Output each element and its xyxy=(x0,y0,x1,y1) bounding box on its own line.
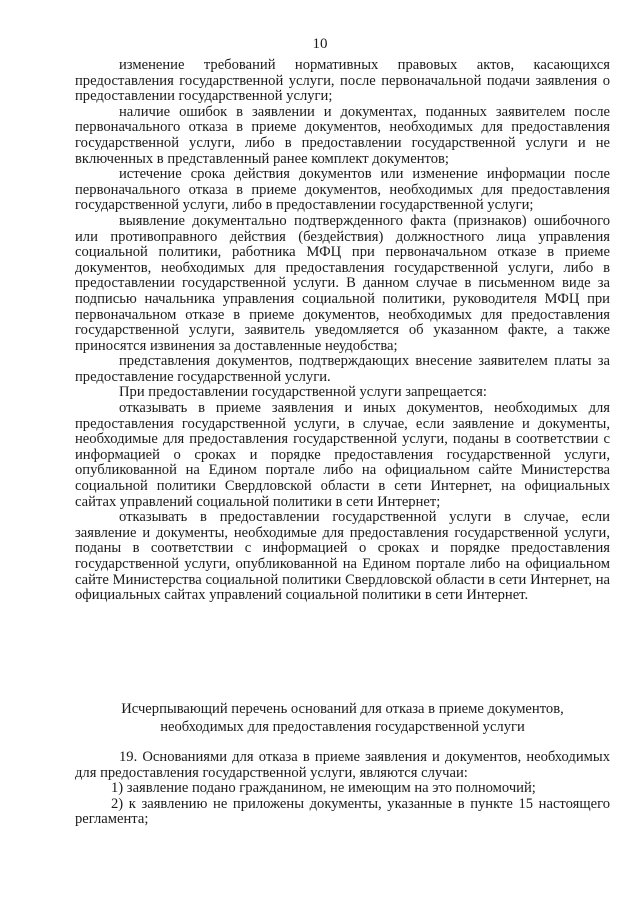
paragraph: представления документов, подтверждающих внесение заявителем платы за предоставление государственной услуги. xyxy=(75,353,610,385)
page-number: 10 xyxy=(312,36,328,52)
paragraph: При предоставлении государственной услуги запрещается: xyxy=(119,384,487,401)
list-item: 1) заявление подано гражданином, не имеющим на это полномочий; xyxy=(111,780,536,797)
section-heading-line: Исчерпывающий перечень оснований для отказа в приеме документов, xyxy=(121,701,564,717)
section-heading xyxy=(75,700,610,736)
paragraph: наличие ошибок в заявлении и документах, поданных заявителем после первоначального отказа в приеме документов, необходимых для предоставления государственной услуги, либо в предоставлении государственной услуги и не включенных в представленный ранее комплект документов; xyxy=(75,103,610,167)
section-heading-line: необходимых для предоставления государственной услуги xyxy=(160,719,525,735)
list-item: 2) к заявлению не приложены документы, указанные в пункте 15 настоящего регламента; xyxy=(75,795,610,828)
document-body xyxy=(75,58,610,604)
paragraph: изменение требований нормативных правовых актов, касающихся предоставления государственной услуги, после первоначальной подачи заявления о предоставлении государственной услуги; xyxy=(75,57,610,105)
paragraph: 19. Основаниями для отказа в приеме заявления и документов, необходимых для предоставления государственной услуги, являются случаи: xyxy=(75,749,610,781)
paragraph: истечение срока действия документов или изменение информации после первоначального отказа в приеме документов, необходимых для предоставления государственной услуги, либо в предоставлении государственной услуги; xyxy=(75,166,610,214)
paragraph: выявление документально подтвержденного факта (признаков) ошибочного или противоправного действия (бездействия) должностного лица управления социальной политики, работника МФЦ при первоначальном отказе в приеме документов, необходимых для предоставления государственной услуги, либо в предоставлении государственной услуги. В данном случае в письменном виде за подписью начальника управления социальной политики, руководителя МФЦ при первоначальном отказе в приеме документов, необходимых для предоставления государственной услуги, заявитель уведомляется об указанном факте, а также приносятся извинения за доставленные неудобства; xyxy=(75,212,610,354)
paragraph: отказывать в приеме заявления и иных документов, необходимых для предоставления государственной услуги, в случае, если заявление и документы, необходимые для предоставления государственной услуги, поданы в соответствии с информацией о сроках и порядке предоставления государственной услуги, опубликованной на Едином портале либо на официальном сайте Министерства социальной политики Свердловской области в сети Интернет, на официальных сайтах управлений социальной политики в сети Интернет; xyxy=(75,400,610,510)
document-body-lower xyxy=(75,750,610,828)
paragraph: отказывать в предоставлении государственной услуги в случае, если заявление и документы, необходимые для предоставления государственной услуги, поданы в соответствии с информацией о сроках и порядке предоставления государственной услуги, опубликованной на Едином портале либо на официальном сайте Министерства социальной политики Свердловской области в сети Интернет, на официальных сайтах управлений социальной политики в сети Интернет. xyxy=(75,509,610,604)
